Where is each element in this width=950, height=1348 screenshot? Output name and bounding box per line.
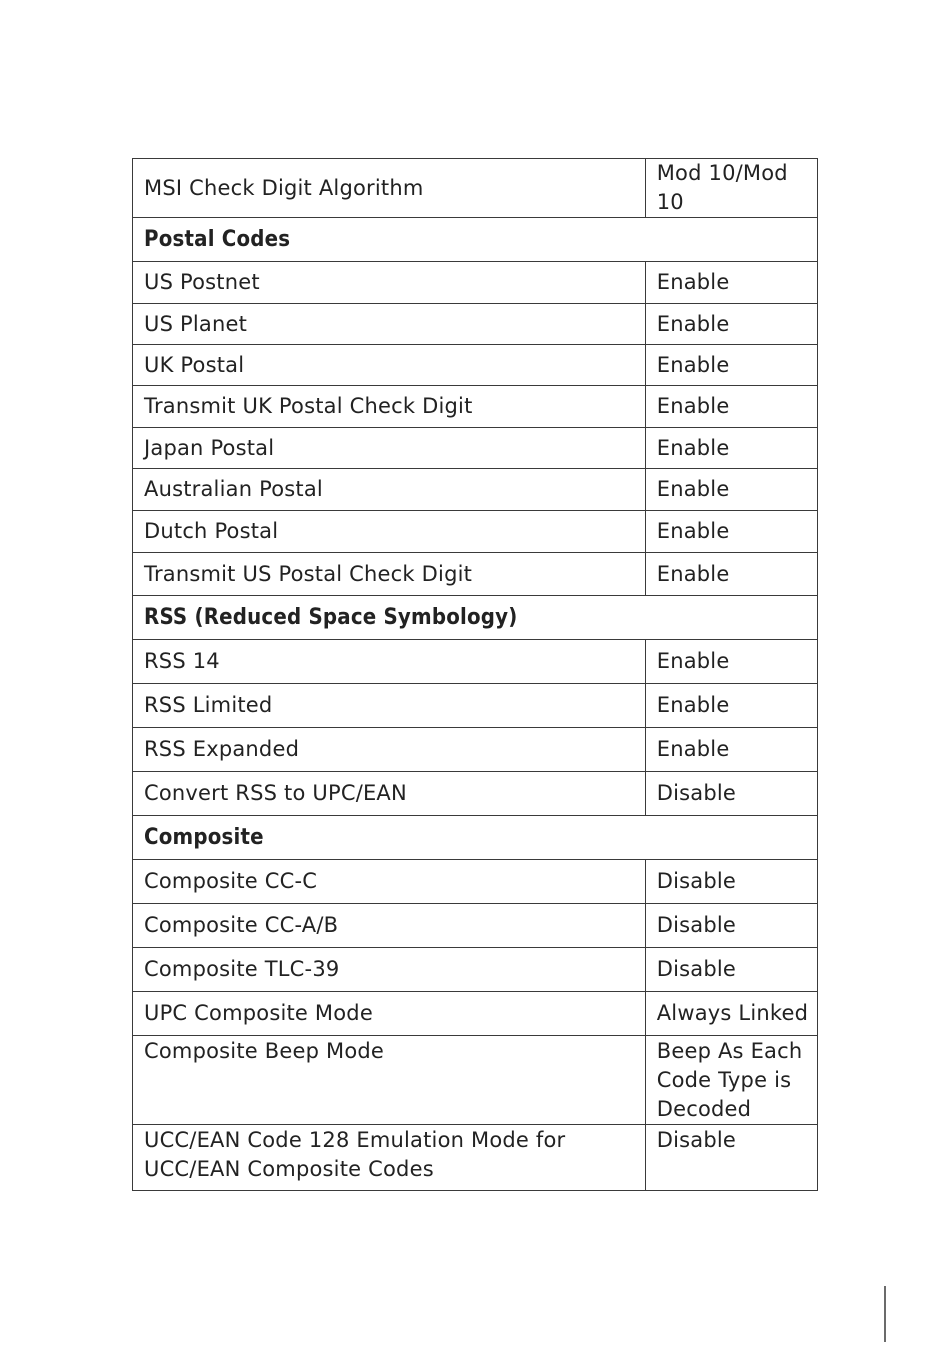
- setting-default-value: Enable: [645, 728, 817, 772]
- setting-name: MSI Check Digit Algorithm: [133, 159, 646, 218]
- setting-name: Composite CC-A/B: [133, 904, 646, 948]
- table-row: [133, 262, 818, 304]
- section-title: Composite: [133, 816, 818, 860]
- settings-table: [132, 158, 818, 1191]
- setting-default-value: Always Linked: [645, 992, 817, 1036]
- setting-default-value: Disable: [645, 948, 817, 992]
- setting-name: Transmit UK Postal Check Digit: [133, 386, 646, 428]
- setting-name: US Postnet: [133, 262, 646, 304]
- table-row: [133, 904, 818, 948]
- table-row: [133, 860, 818, 904]
- setting-default-value: Enable: [645, 511, 817, 553]
- section-title: RSS (Reduced Space Symbology): [133, 596, 818, 640]
- setting-name: RSS Expanded: [133, 728, 646, 772]
- setting-name: US Planet: [133, 304, 646, 345]
- section-header-row: [133, 816, 818, 860]
- setting-name: RSS 14: [133, 640, 646, 684]
- table-row: [133, 1125, 818, 1191]
- table-row: [133, 992, 818, 1036]
- setting-default-value: Enable: [645, 345, 817, 386]
- setting-name: Composite Beep Mode: [133, 1036, 646, 1125]
- setting-default-value: Disable: [645, 860, 817, 904]
- setting-default-value: Disable: [645, 1125, 817, 1191]
- setting-default-value: Enable: [645, 386, 817, 428]
- table-row: [133, 684, 818, 728]
- setting-name: Convert RSS to UPC/EAN: [133, 772, 646, 816]
- setting-default-value: Mod 10/Mod 10: [645, 159, 817, 218]
- section-title: Postal Codes: [133, 218, 818, 262]
- setting-default-value: Enable: [645, 428, 817, 469]
- table-row: [133, 304, 818, 345]
- setting-name: UPC Composite Mode: [133, 992, 646, 1036]
- setting-default-value: Enable: [645, 640, 817, 684]
- setting-name: Composite CC-C: [133, 860, 646, 904]
- setting-default-value: Disable: [645, 772, 817, 816]
- setting-name: Transmit US Postal Check Digit: [133, 553, 646, 596]
- setting-name: Composite TLC-39: [133, 948, 646, 992]
- setting-name: RSS Limited: [133, 684, 646, 728]
- setting-default-value: Enable: [645, 262, 817, 304]
- table-row: [133, 728, 818, 772]
- setting-default-value: Enable: [645, 684, 817, 728]
- table-row: [133, 159, 818, 218]
- setting-name: UK Postal: [133, 345, 646, 386]
- setting-name: Dutch Postal: [133, 511, 646, 553]
- setting-name: Australian Postal: [133, 469, 646, 511]
- setting-name: Japan Postal: [133, 428, 646, 469]
- setting-default-value: Beep As Each Code Type is Decoded: [645, 1036, 817, 1125]
- setting-default-value: Disable: [645, 904, 817, 948]
- table-row: [133, 553, 818, 596]
- table-row: [133, 948, 818, 992]
- page-edge-line: [884, 1286, 886, 1342]
- setting-default-value: Enable: [645, 304, 817, 345]
- table-row: [133, 640, 818, 684]
- section-header-row: [133, 218, 818, 262]
- table-row: [133, 345, 818, 386]
- table-row: [133, 469, 818, 511]
- section-header-row: [133, 596, 818, 640]
- settings-table-body: [133, 159, 818, 1191]
- setting-default-value: Enable: [645, 469, 817, 511]
- table-row: [133, 511, 818, 553]
- table-row: [133, 772, 818, 816]
- table-row: [133, 1036, 818, 1125]
- setting-name: UCC/EAN Code 128 Emulation Mode for UCC/EAN Composite Codes: [133, 1125, 646, 1191]
- table-row: [133, 428, 818, 469]
- table-row: [133, 386, 818, 428]
- setting-default-value: Enable: [645, 553, 817, 596]
